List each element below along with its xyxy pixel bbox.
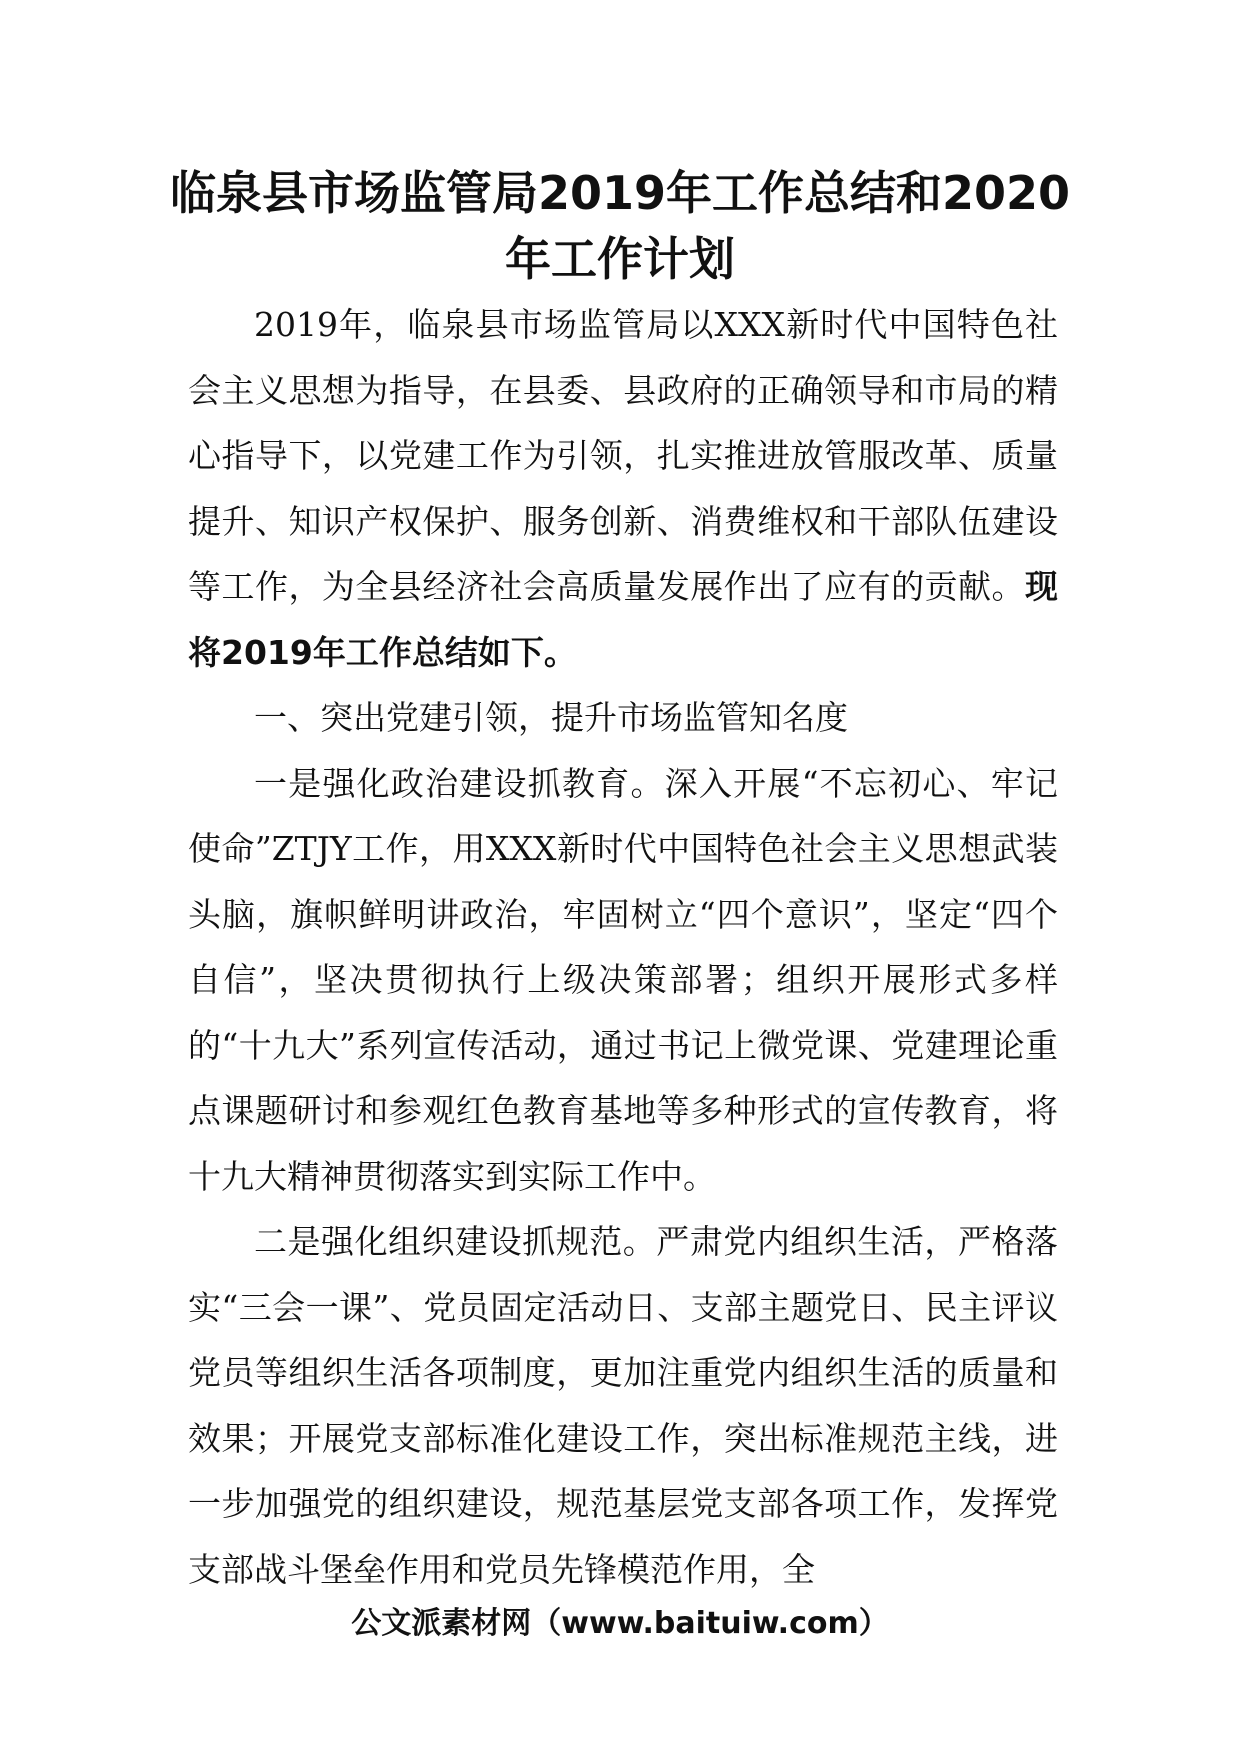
footer-watermark: 公文派素材网（www.baituiw.com）	[351, 1606, 889, 1641]
intro-paragraph	[188, 292, 1058, 685]
intro-text: 2019年，临泉县市场监管局以XXX新时代中国特色社会主义思想为指导，在县委、县政府的正确领导和市局的精心指导下，以党建工作为引领，扎实推进放管服改革、质量提升、知识产权保护、服务创新、消费维权和干部队伍建设等工作，为全县经济社会高质量发展作出了应有的贡献。	[188, 305, 1058, 606]
document-title: 临泉县市场监管局2019年工作总结和2020年工作计划	[169, 166, 1071, 286]
intro-bold-text: 现将2019年工作总结如下。	[188, 567, 1058, 672]
item-paragraph-2: 二是强化组织建设抓规范。严肃党内组织生活，严格落实“三会一课”、党员固定活动日、支部主题党日、民主评议党员等组织生活各项制度，更加注重党内组织生活的质量和效果；开展党支部标准化建设工作，突出标准规范主线，进一步加强党的组织建设，规范基层党支部各项工作，发挥党支部战斗堡垒作用和党员先锋模范作用，全	[188, 1222, 1058, 1589]
document-body	[188, 292, 1058, 1602]
item-paragraph-1: 一是强化政治建设抓教育。深入开展“不忘初心、牢记使命”ZTJY工作，用XXX新时代中国特色社会主义思想武装头脑，旗帜鲜明讲政治，牢固树立“四个意识”，坚定“四个自信”，坚决贯彻执行上级决策部署；组织开展形式多样的“十九大”系列宣传活动，通过书记上微党课、党建理论重点课题研讨和参观红色教育基地等多种形式的宣传教育，将十九大精神贯彻落实到实际工作中。	[188, 763, 1058, 1196]
section-heading: 一、突出党建引领，提升市场监管知名度	[254, 698, 848, 737]
